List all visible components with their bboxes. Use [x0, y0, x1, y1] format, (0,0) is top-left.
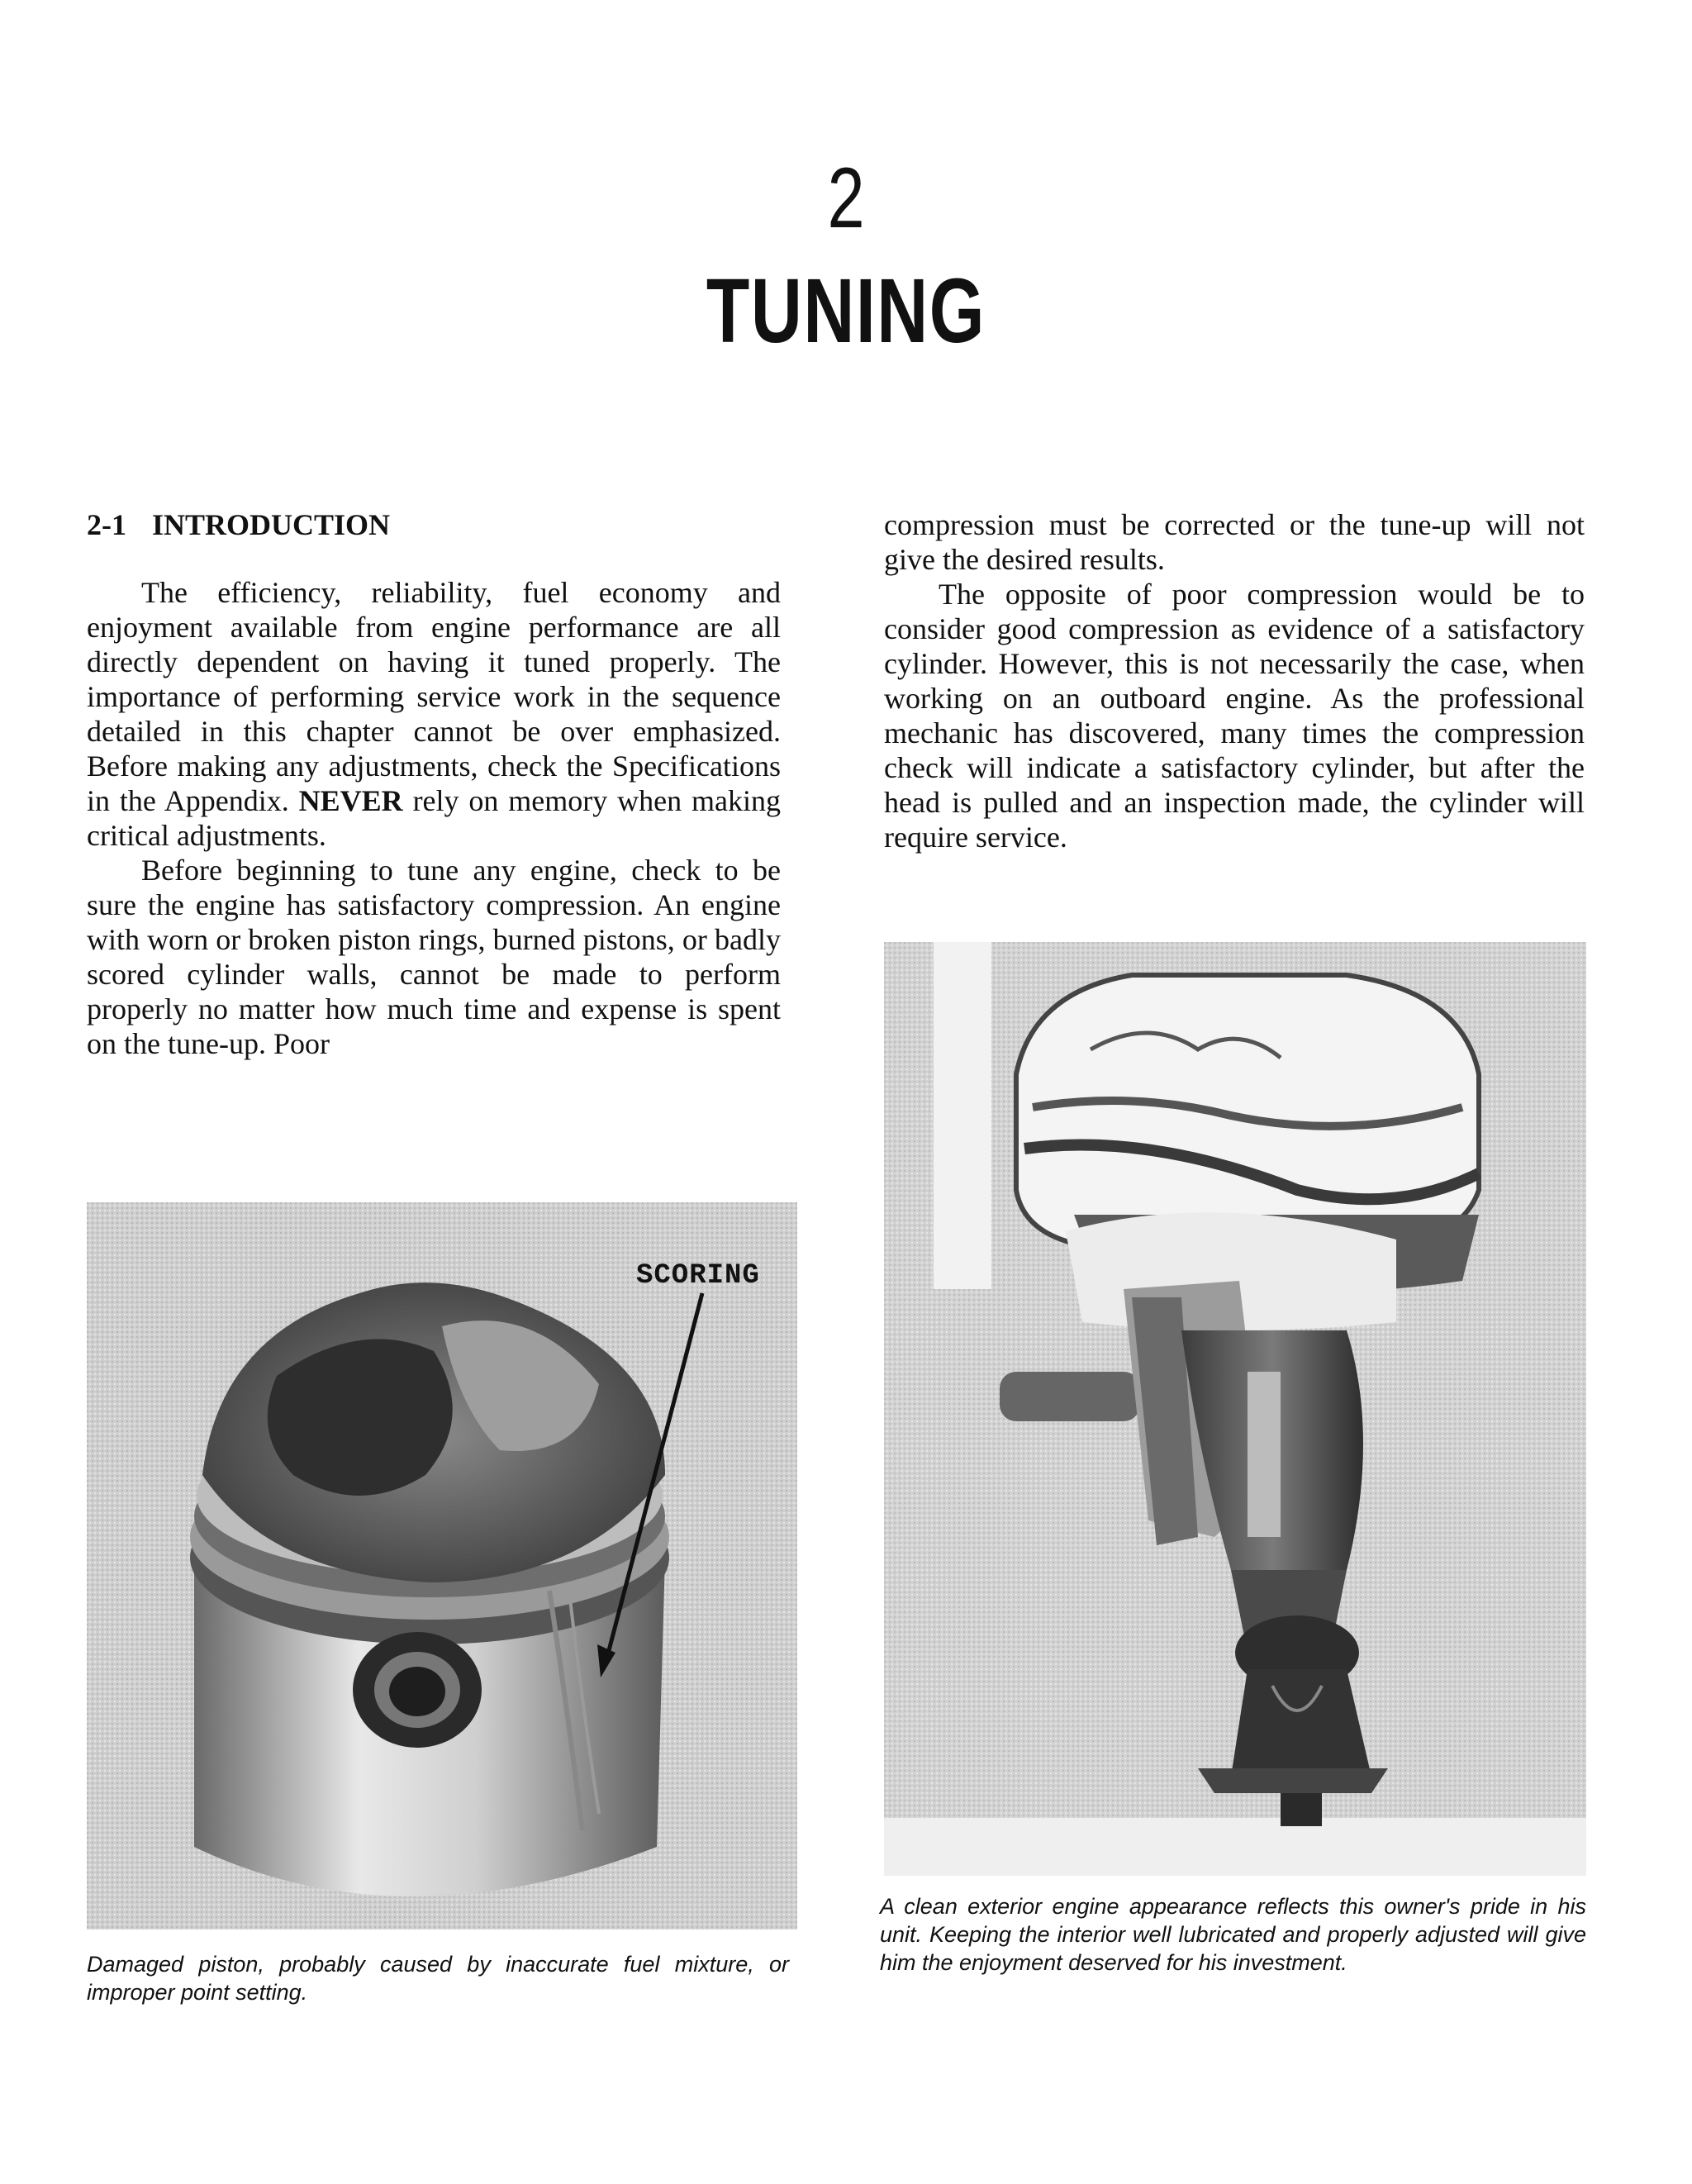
chapter-title: TUNING [706, 260, 986, 362]
paragraph-intro-text: The efficiency, reliability, fuel economy and enjoyment available from engine performance are all directly dependent on having it tuned properly. The importance of performing service work in the sequence detailed in this chapter cannot be over emphasized. Before making any adjustments, check the Specifications in the Appendix. [87, 576, 781, 817]
section-number: 2-1 [87, 508, 126, 541]
scoring-label: SCORING [636, 1260, 760, 1292]
piston-caption: Damaged piston, probably caused by inaccurate fuel mixture, or improper point setting. [87, 1952, 789, 2005]
section-title: INTRODUCTION [152, 508, 391, 541]
paragraph-compression-cont: compression must be corrected or the tune-up will not give the desired results. [884, 508, 1585, 576]
outboard-engine-illustration [884, 942, 1586, 1876]
paragraph-opposite: The opposite of poor compression would be to consider good compression as evidence of a satisfactory cylinder. However, this is not necessarily the case, when working on an outboard engine. As the professional mechanic has discovered, many times the compression check will indicate a satisfactory cylinder, but after the head is pulled and an inspection made, the cylinder will require service. [884, 578, 1585, 854]
piston-illustration [87, 1202, 797, 1929]
section-heading [87, 507, 781, 542]
left-column [87, 507, 781, 1061]
paragraph-intro-end: rely on memory when making critical adjustments. [87, 784, 781, 852]
chapter-number: 2 [827, 150, 865, 246]
paragraph-intro [87, 575, 781, 853]
right-column [884, 507, 1585, 854]
paragraph-compression: Before beginning to tune any engine, check to be sure the engine has satisfactory compression. An engine with worn or broken piston rings, burned pistons, or badly scored cylinder walls, cannot be made to perform properly no matter how much time and expense is spent on the tune-up. Poor [87, 854, 781, 1060]
piston-photo [87, 1202, 797, 1929]
never-emphasis: NEVER [298, 784, 403, 817]
outboard-engine-photo [884, 942, 1586, 1876]
engine-caption: A clean exterior engine appearance reflects this owner's pride in his unit. Keeping the interior well lubricated and properly adjusted will give him the enjoyment deserved for his investment. [880, 1894, 1586, 1975]
